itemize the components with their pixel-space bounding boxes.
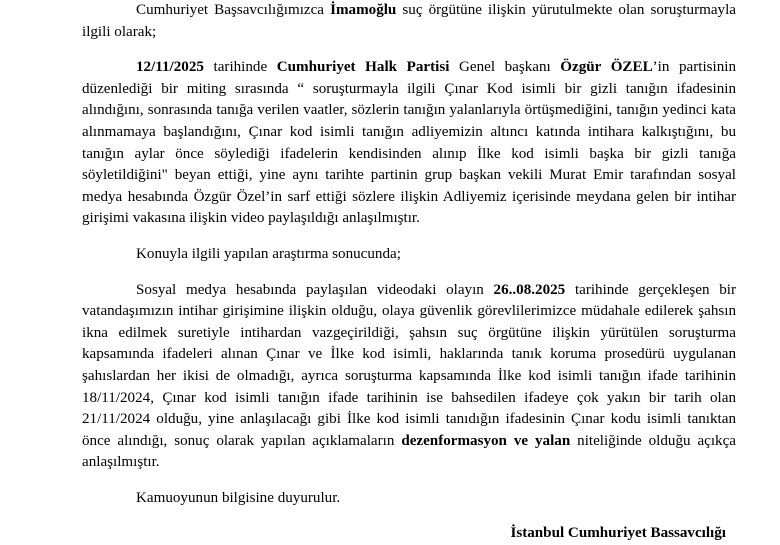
body-text: suç örgütüne ilişkin yürutulmekte olan soruşturmayla ilgili olarak; [82, 2, 736, 40]
emphasis-text: 26..08.2025 [493, 281, 566, 298]
body-text: tarihinde [203, 59, 277, 76]
body-text: tarihinde gerçekleşen bir vatandaşımızın intihar girişimine ilişkin olduğu, olaya güvenlik görevlilerimizce müdahale edilerek şahsın ikna edilmek suretiyle intihardan vazgeçirildiği, şahsın suç örgütüne ilişkin yürütülen soruşturma kapsamında ifadeleri alınan Çınar ve İlke kod isimli, haklarında tanık koruma prosedürü uygulanan şahıslardan her ikisi de olmadığı, ayrıca soruşturma kapsamında İlke kod isimli tanığın ifade tarihinin 18/11/2024, Çınar kod isimli tanığın ifade tarihinin ise bahsedilen ifadeye çok yakın bir tarih olan 21/11/2024 olduğu, yine anlaşılacağı gibi İlke kod isimli tanıdığın ifadesinin Çınar kodu isimli tanıktan önce alındığı, sonuç olarak yapılan açıklamaların [82, 281, 737, 449]
paragraph-public-notice [82, 488, 736, 510]
signature-line: İstanbul Cumhuriyet Bassavcılığı [510, 525, 726, 542]
paragraph-investigation-intro [82, 0, 736, 43]
body-text: Kamuoyunun bilgisine duyurulur. [136, 489, 341, 506]
emphasis-text: dezenformasyon ve yalan [401, 432, 571, 449]
emphasis-text: 12/11/2025 [136, 59, 204, 76]
body-text: Sosyal medya hesabında paylaşılan videodaki olayın [136, 281, 494, 298]
paragraph-findings [82, 280, 736, 474]
emphasis-text: Cumhuriyet Halk Partisi [276, 59, 450, 76]
body-text: Genel başkanı [449, 59, 561, 76]
paragraph-main-statement [82, 57, 736, 230]
body-text: ’in partisinin düzenlediği bir miting sırasında “ soruşturmayla ilgili Çınar Kod isimli bir gizli tanığın ifadesinin alındığını, sonrasında tanığa verilen vaatler, sözlerin tanığın yalanlarıyla örtüşmediğini, tanığın yedinci kata alınmamaya başlandığını, Çınar kod isimli tanığın adliyemizin altıncı katında intihara kalkıştığını, bu tanığın aylar önce söylediği ifadelerin kendisinden alınıp İlke kod isimli başka bir gizli tanığa söyletildiğini" beyan ettiği, yine aynı tarihte partinin grup başkan vekili Murat Emir tarafından sosyal medya hesabında Özgür Özel’in sarf ettiği sözlere ilişkin Adliyemiz içerisinde meydana gelen bir intihar girişimi vakasına ilişkin video paylaşıldığı anlaşılmıştır. [82, 59, 737, 227]
body-text: Konuyla ilgili yapılan araştırma sonucunda; [136, 245, 401, 262]
paragraph-research-result [82, 244, 736, 266]
emphasis-text: Özgür ÖZEL [560, 59, 653, 76]
emphasis-text: İmamoğlu [330, 2, 397, 18]
body-text: niteliğinde olduğu açıkça anlaşılmıştır. [82, 432, 736, 471]
body-text: Cumhuriyet Başsavcılığımızca [136, 2, 331, 18]
document-body [82, 0, 736, 509]
